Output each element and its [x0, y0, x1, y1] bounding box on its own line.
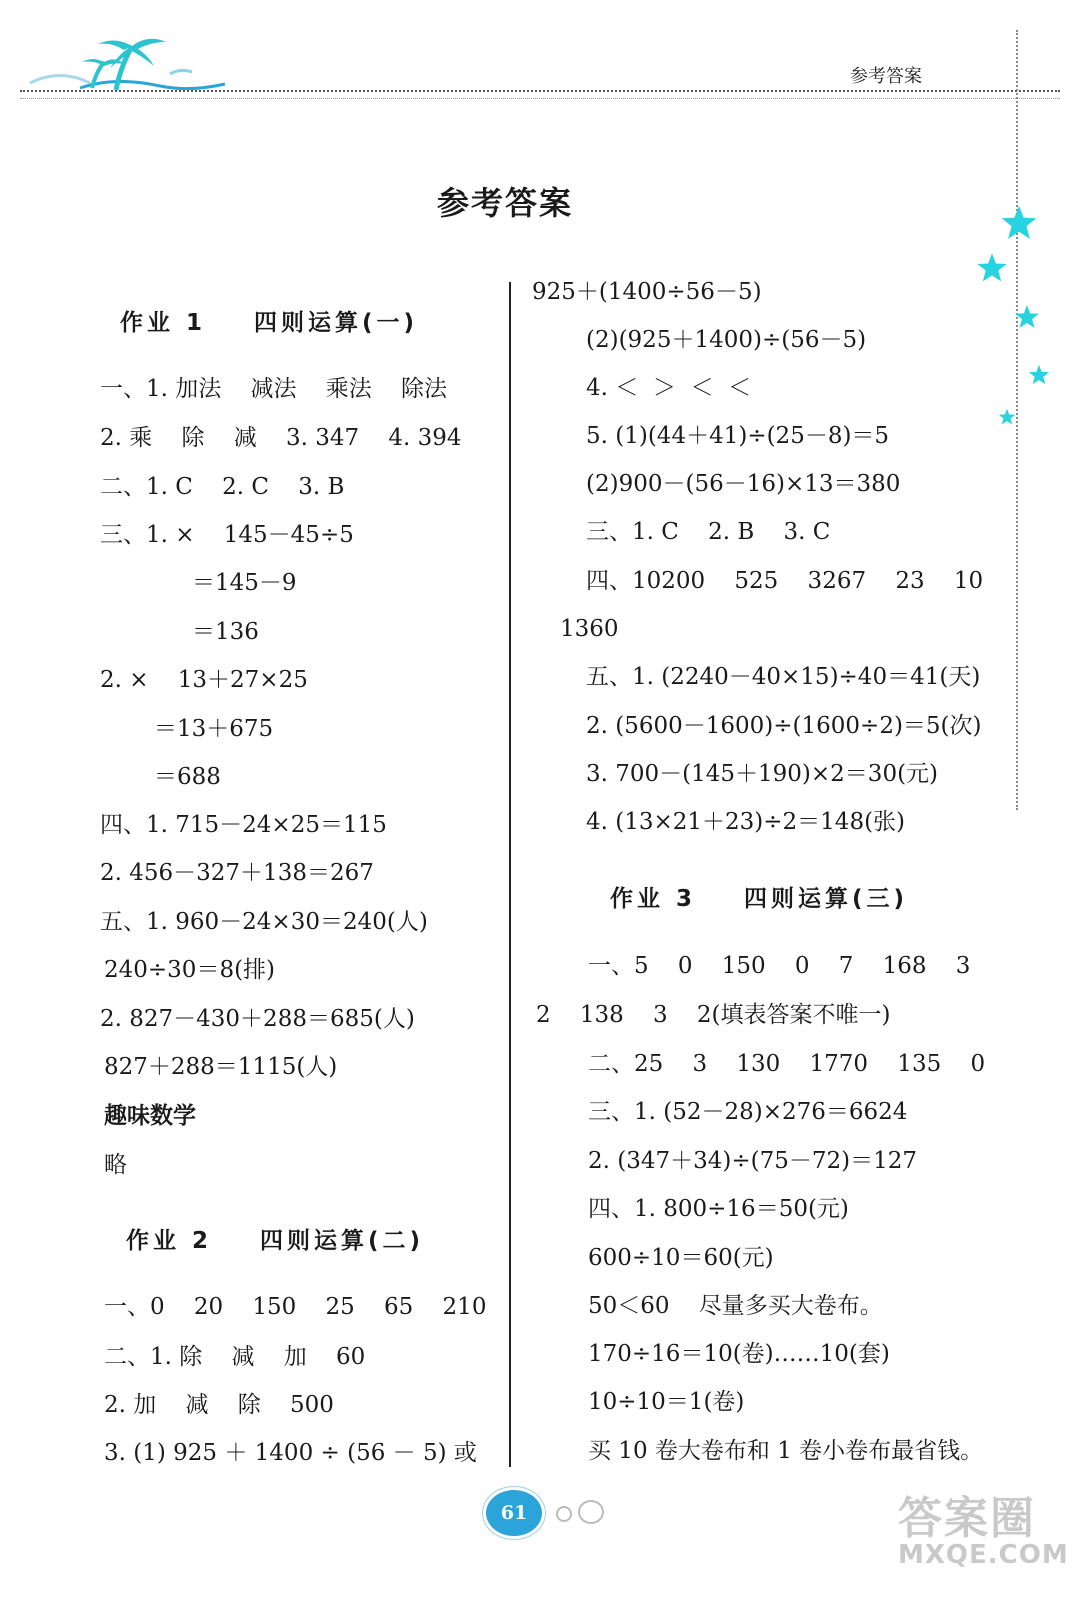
answer-line: 一、1. 加法 减法 乘法 除法: [100, 376, 447, 402]
answer-line: 四、1. 800÷16＝50(元): [588, 1196, 849, 1222]
section-heading: 作业 3 四则运算(三): [610, 886, 909, 912]
answer-line: 170÷16＝10(卷)……10(套): [588, 1341, 890, 1367]
answer-line: 600÷10＝60(元): [588, 1245, 774, 1271]
answer-line: 2. (347＋34)÷(75－72)＝127: [588, 1148, 918, 1174]
answer-line: 3. (1) 925 ＋ 1400 ÷ (56 － 5) 或: [104, 1440, 477, 1466]
answer-line: 三、1. C 2. B 3. C: [586, 519, 831, 545]
section-heading: 作业 2 四则运算(二): [126, 1228, 425, 1254]
header-divider: [20, 90, 1060, 92]
decor-ring: [578, 1500, 604, 1524]
answer-line: 240÷30＝8(排): [104, 957, 276, 983]
answer-line: 四、1. 715－24×25＝115: [100, 812, 387, 838]
star-icon: [1028, 364, 1050, 386]
answer-line: ＝688: [154, 764, 221, 790]
answer-line: ＝13＋675: [154, 716, 274, 742]
palm-tree-logo: [20, 28, 240, 98]
answer-line: 827＋288＝1115(人): [104, 1054, 338, 1080]
page-number: 61: [486, 1490, 542, 1536]
answer-line: 二、1. 除 减 加 60: [104, 1344, 366, 1370]
fun-math-heading: 趣味数学: [104, 1103, 196, 1129]
answer-line: 2. 乘 除 减 3. 347 4. 394: [100, 425, 462, 451]
answer-line: 2. 456－327＋138＝267: [100, 860, 374, 886]
answer-line: 略: [104, 1152, 127, 1178]
page-title: 参考答案: [436, 184, 573, 222]
section-heading: 作业 1 四则运算(一): [120, 310, 419, 336]
header-title: 参考答案: [850, 66, 922, 87]
header-divider-secondary: [20, 98, 1060, 99]
answer-line: 925＋(1400÷56－5): [532, 279, 762, 305]
answer-line: 2 138 3 2(填表答案不唯一): [536, 1002, 891, 1028]
watermark-url: MXQE.COM: [898, 1540, 1069, 1570]
answer-line: (2)900－(56－16)×13＝380: [586, 471, 901, 497]
answer-line: 四、10200 525 3267 23 10: [586, 568, 984, 594]
answer-line: 2. 加 减 除 500: [104, 1392, 334, 1418]
answer-line: ＝136: [192, 619, 259, 645]
answer-line: (2)(925＋1400)÷(56－5): [586, 327, 867, 353]
column-divider: [509, 282, 511, 1467]
answer-line: ＝145－9: [192, 570, 297, 596]
answer-line: 三、1. (52－28)×276＝6624: [588, 1099, 908, 1125]
answer-line: 2. × 13＋27×25: [100, 667, 308, 693]
answer-line: 50＜60 尽量多买大卷布。: [588, 1293, 883, 1319]
answer-line: 2. 827－430＋288＝685(人): [100, 1006, 415, 1032]
star-icon: [1014, 304, 1040, 330]
star-icon: [998, 408, 1016, 426]
star-icon: [976, 252, 1008, 284]
answer-line: 五、1. 960－24×30＝240(人): [100, 909, 428, 935]
answer-line: 三、1. × 145－45÷5: [100, 522, 354, 548]
answer-line: 买 10 卷大卷布和 1 卷小卷布最省钱。: [588, 1438, 984, 1464]
answer-line: 一、0 20 150 25 65 210: [104, 1294, 487, 1320]
watermark: [898, 1482, 1069, 1570]
answer-line: 二、25 3 130 1770 135 0: [588, 1051, 986, 1077]
answer-line: 3. 700－(145＋190)×2＝30(元): [586, 761, 939, 787]
answer-line: 10÷10＝1(卷): [588, 1389, 745, 1415]
answer-line: 二、1. C 2. C 3. B: [100, 474, 345, 500]
answer-line: 4. ＜ ＞ ＜ ＜: [586, 375, 752, 401]
right-margin-divider: [1016, 30, 1018, 810]
watermark-logo-text: 答案圈: [898, 1493, 1036, 1544]
answer-line: 1360: [560, 616, 619, 642]
answer-line: 五、1. (2240－40×15)÷40＝41(天): [586, 664, 981, 690]
answer-line: 一、5 0 150 0 7 168 3: [588, 953, 971, 979]
decor-ring: [556, 1506, 572, 1522]
answer-line: 4. (13×21＋23)÷2＝148(张): [586, 809, 906, 835]
answer-line: 5. (1)(44＋41)÷(25－8)＝5: [586, 423, 890, 449]
answer-line: 2. (5600－1600)÷(1600÷2)＝5(次): [586, 713, 982, 739]
